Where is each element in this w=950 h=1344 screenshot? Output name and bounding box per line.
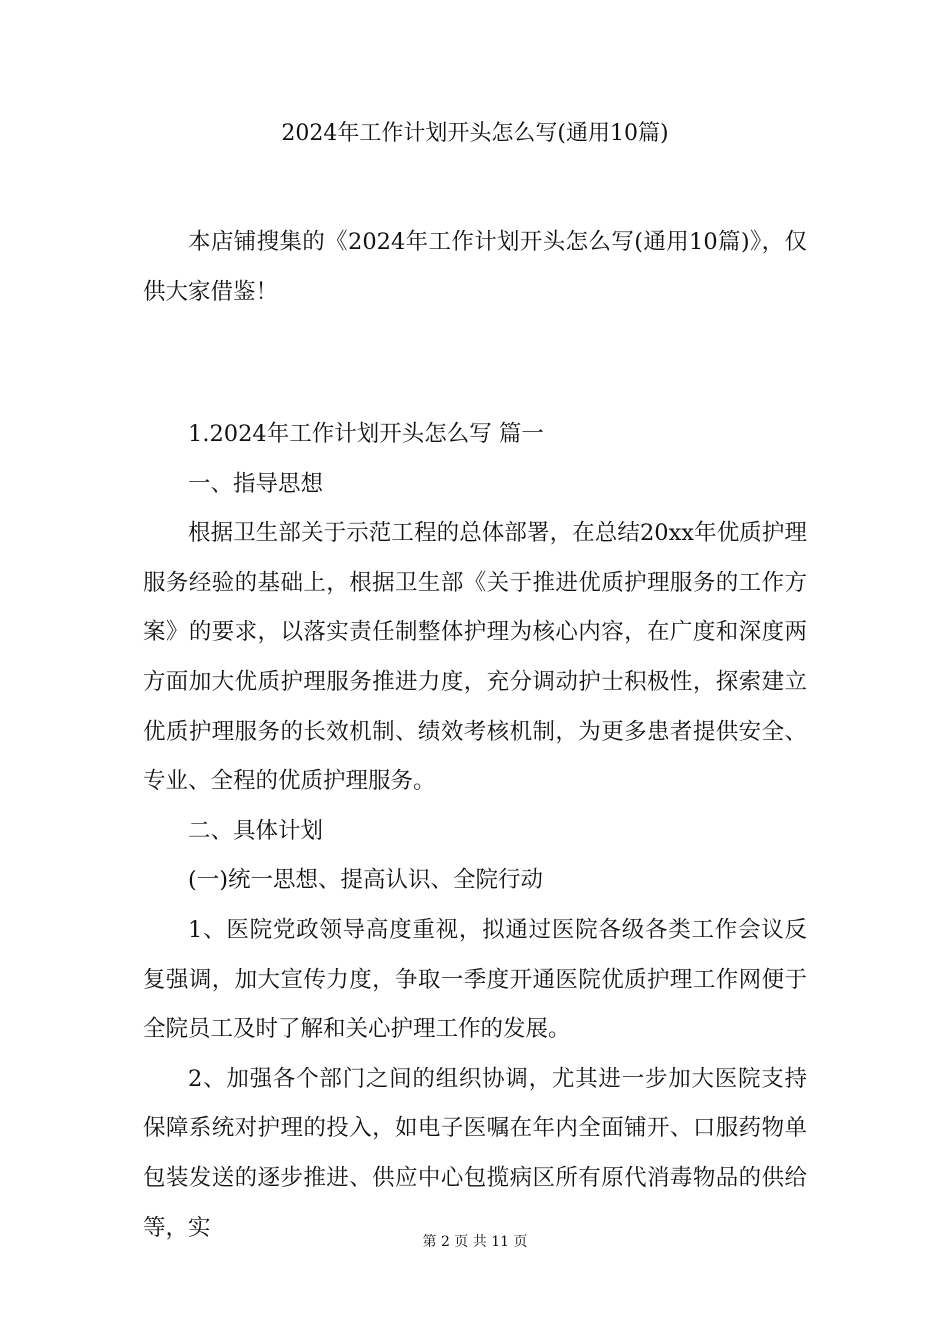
body-paragraph: 1、医院党政领导高度重视，拟通过医院各级各类工作会议反复强调，加大宣传力度，争取一季度开通医院优质护理工作网便于全院员工及时了解和关心护理工作的发展。 [143,916,807,1043]
page-number-footer: 第 2 页 共 11 页 [422,1234,528,1250]
document-title: 2024年工作计划开头怎么写(通用10篇) [281,121,669,146]
content-block [143,410,807,1253]
body-paragraph: 根据卫生部关于示范工程的总体部署，在总结20xx年优质护理服务经验的基础上，根据卫生部《关于推进优质护理服务的工作方案》的要求，以落实责任制整体护理为核心内容，在广度和深度两方面加大优质护理服务推进力度，充分调动护士积极性，探索建立优质护理服务的长效机制、绩效考核机制，为更多患者提供安全、专业、全程的优质护理服务。 [143,520,807,795]
subsection-heading: (一)统一思想、提高认识、全院行动 [188,867,544,894]
intro-block [143,218,807,317]
body-paragraph: 2、加强各个部门之间的组织协调，尤其进一步加大医院支持保障系统对护理的投入，如电子医嘱在年内全面铺开、口服药物单包装发送的逐步推进、供应中心包揽病区所有原代消毒物品的供给等，实 [143,1065,807,1241]
subsection-heading: 二、具体计划 [188,817,324,844]
intro-paragraph: 本店铺搜集的《2024年工作计划开头怎么写(通用10篇)》，仅供大家借鉴！ [143,229,807,305]
subsection-heading: 一、指导思想 [188,470,324,497]
section-heading: 1.2024年工作计划开头怎么写 篇一 [188,421,544,447]
